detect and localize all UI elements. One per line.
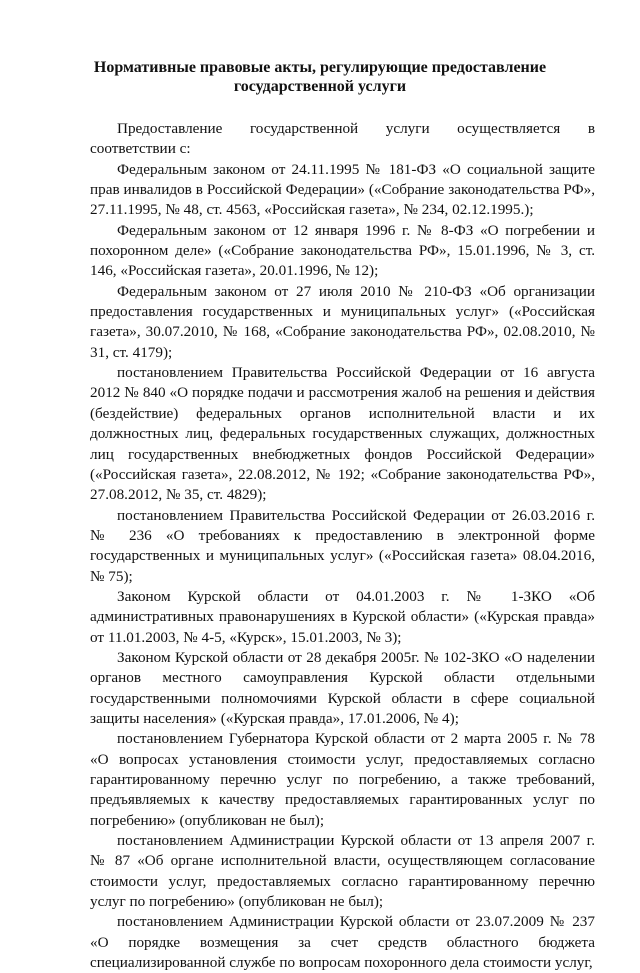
paragraph-line: «О вопросах установления стоимости услуг, предоставляемых согласно [90, 750, 595, 768]
paragraph-line: предоставления государственных и муниципальных услуг» («Российская [90, 303, 595, 321]
paragraph-line: лиц государственных внебюджетных фондов Российской Федерации» [90, 445, 595, 463]
paragraph-line: Федеральным законом от 27 июля 2010 № 210-ФЗ «Об организации [117, 282, 595, 300]
paragraph-fz-8 [90, 221, 595, 282]
paragraph-line: 146, «Российская газета», 20.01.1996, № 12); [90, 262, 379, 280]
paragraph-line: 27.11.1995, № 48, ст. 4563, «Российская газета», № 234, 02.12.1995.); [90, 201, 534, 219]
paragraph-fz-210 [90, 282, 595, 363]
paragraph-line: специализированной службе по вопросам похоронного дела стоимости услуг, [90, 954, 593, 972]
paragraph-line: постановлением Правительства Российской Федерации от 26.03.2016 г. [117, 506, 595, 524]
paragraph-line: (бездействие) федеральных органов исполнительной власти и их [90, 404, 595, 422]
paragraph-zko-1 [90, 587, 595, 648]
paragraph-line: постановлением Правительства Российской Федерации от 16 августа [117, 364, 595, 382]
paragraph-line: № 236 «О требованиях к предоставлению в электронной форме [90, 526, 595, 544]
paragraph-pa-237 [90, 912, 595, 973]
paragraph-zko-102 [90, 648, 595, 729]
paragraph-line: должностных лиц, федеральных государственных служащих, должностных [90, 425, 595, 443]
paragraph-line: погребению» (опубликован не был); [90, 811, 325, 829]
paragraph-line: предъявляемых к качеству предоставляемых гарантированных услуг по [90, 791, 595, 809]
paragraph-line: гарантированному перечню услуг по погребению, а также требований, [90, 771, 595, 788]
paragraph-line: похоронном деле» («Собрание законодательства РФ», 15.01.1996, № 3, ст. [90, 242, 595, 260]
paragraph-fz-181 [90, 160, 595, 221]
paragraph-line: постановлением Администрации Курской области от 23.07.2009 № 237 [117, 913, 595, 931]
paragraph-line: государственными полномочиями Курской области в сфере социальной [90, 689, 595, 707]
paragraph-line: «О порядке возмещения за счет средств областного бюджета [90, 933, 595, 951]
paragraph-line: защиты населения» («Курская правда», 17.01.2006, № 4); [90, 709, 459, 727]
paragraph-line: газета», 30.07.2010, № 168, «Собрание законодательства РФ», 02.08.2010, № [90, 323, 595, 341]
paragraph-line: органов местного самоуправления Курской области отдельными [90, 669, 595, 687]
paragraph-line: («Российская газета», 22.08.2012, № 192; «Собрание законодательства РФ», [90, 465, 595, 483]
paragraph-line: № 75); [90, 567, 133, 585]
paragraph-line: Федеральным законом от 12 января 1996 г. № 8-ФЗ «О погребении и [117, 221, 595, 239]
document-body [90, 119, 595, 973]
paragraph-line: постановлением Администрации Курской области от 13 апреля 2007 г. [117, 832, 595, 850]
paragraph-line: стоимости услуг, предоставляемых согласно гарантированному перечню [90, 872, 595, 890]
paragraph-line: 27.08.2012, № 35, ст. 4829); [90, 486, 267, 504]
paragraph-line: постановлением Губернатора Курской области от 2 марта 2005 г. № 78 [117, 730, 595, 748]
paragraph-line: 2012 № 840 «О порядке подачи и рассмотрения жалоб на решения и действия [90, 384, 595, 402]
paragraph-line: № 87 «Об органе исполнительной власти, осуществляющем согласование [90, 852, 595, 870]
paragraph-line: Федеральным законом от 24.11.1995 № 181-ФЗ «О социальной защите [117, 160, 595, 178]
paragraph-line: государственных и муниципальных услуг» («Российская газета» 08.04.2016, [90, 547, 595, 565]
paragraph-line: 31, ст. 4179); [90, 343, 173, 361]
paragraph-line: административных правонарушениях в Курской области» («Курская правда» [90, 608, 595, 626]
paragraph-line: услуг по погребению» (опубликован не был); [90, 893, 384, 911]
document-heading [60, 58, 580, 96]
paragraph-pa-87 [90, 831, 595, 912]
paragraph-line: Законом Курской области от 04.01.2003 г. № 1-ЗКО «Об [117, 587, 595, 605]
paragraph-line: прав инвалидов в Российской Федерации» («Собрание законодательства РФ», [90, 181, 595, 199]
paragraph-line: от 11.01.2003, № 4-5, «Курск», 15.01.2003, № 3); [90, 628, 402, 646]
heading-line-2: государственной услуги [233, 78, 407, 95]
paragraph-intro [90, 119, 595, 160]
heading-line-1: Нормативные правовые акты, регулирующие предоставление [93, 59, 547, 76]
paragraph-pp-236 [90, 506, 595, 587]
paragraph-line: Законом Курской области от 28 декабря 2005г. № 102-ЗКО «О наделении [117, 648, 595, 666]
paragraph-pg-78 [90, 729, 595, 831]
paragraph-line: Предоставление государственной услуги осуществляется в [117, 120, 595, 137]
paragraph-pp-840 [90, 363, 595, 505]
paragraph-line: соответствии с: [90, 140, 191, 158]
